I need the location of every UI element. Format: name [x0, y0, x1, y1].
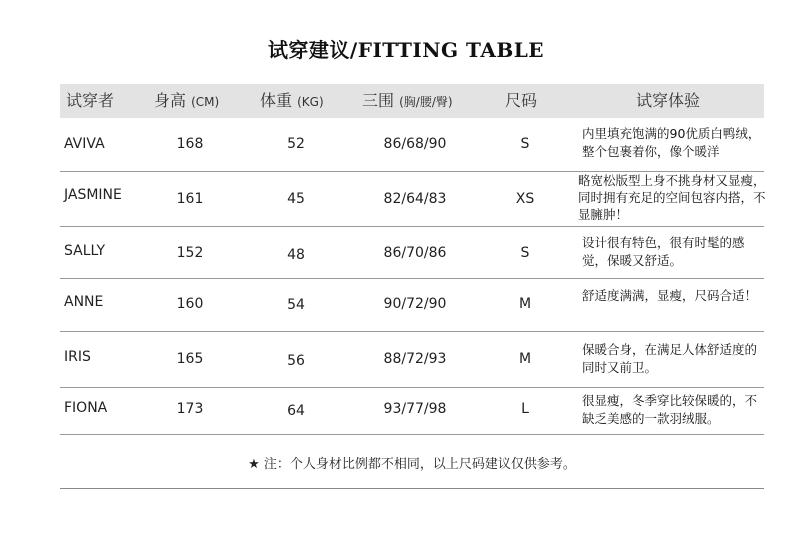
cell-measure: 82/64/83: [383, 191, 447, 207]
cell-size: S: [520, 245, 530, 261]
cell-height: 160: [176, 296, 204, 312]
table-row: [60, 387, 764, 435]
cell-height: 168: [176, 136, 204, 152]
cell-height: 165: [176, 351, 204, 367]
table-row: [60, 226, 764, 279]
table-header: [60, 84, 764, 118]
table-row: [60, 278, 764, 332]
cell-height: 173: [176, 401, 204, 417]
table-row: [60, 171, 764, 227]
cell-name: IRIS: [64, 349, 91, 365]
header-weight-unit: (KG): [297, 95, 324, 109]
header-height-unit: (CM): [191, 95, 220, 109]
cell-size: L: [521, 401, 529, 417]
cell-size: XS: [515, 191, 535, 207]
cell-measure: 93/77/98: [383, 401, 447, 417]
cell-experience: 略宽松版型上身不挑身材又显瘦，同时拥有充足的空间包容内搭，不显臃肿！: [578, 173, 766, 222]
cell-experience: 舒适度满满，显瘦，尺码合适！: [582, 288, 758, 303]
header-name: 试穿者: [66, 91, 115, 110]
table-row: [60, 331, 764, 388]
header-weight-label: 体重: [260, 91, 293, 110]
cell-weight: 54: [287, 297, 305, 313]
header-measure: [362, 84, 453, 118]
cell-weight: 64: [287, 403, 305, 419]
header-size: 尺码: [505, 91, 538, 110]
header-height-label: 身高: [154, 91, 187, 110]
cell-weight: 56: [287, 353, 305, 369]
cell-name: SALLY: [64, 243, 106, 259]
cell-name: FIONA: [64, 400, 108, 416]
header-measure-label: 三围: [362, 91, 395, 110]
footnote: ★ 注：个人身材比例都不相同，以上尺码建议仅供参考。: [248, 457, 576, 472]
cell-height: 161: [176, 191, 204, 207]
cell-name: JASMINE: [64, 187, 122, 203]
page-title: 试穿建议/FITTING TABLE: [267, 38, 545, 62]
cell-size: M: [518, 296, 532, 312]
cell-measure: 86/70/86: [383, 245, 447, 261]
cell-experience: 很显瘦，冬季穿比较保暖的，不缺乏美感的一款羽绒服。: [582, 393, 758, 426]
cell-experience: 保暖合身，在满足人体舒适度的同时又前卫。: [582, 342, 758, 375]
cell-experience: 设计很有特色，很有时髦的感觉，保暖又舒适。: [582, 235, 745, 268]
cell-weight: 45: [287, 191, 305, 207]
cell-name: AVIVA: [64, 136, 105, 152]
fitting-table: [60, 84, 766, 426]
table-row: [60, 118, 764, 172]
cell-height: 152: [176, 245, 204, 261]
cell-measure: 90/72/90: [383, 296, 447, 312]
bottom-divider: [60, 488, 764, 489]
cell-measure: 88/72/93: [383, 351, 447, 367]
cell-weight: 48: [287, 247, 305, 263]
cell-name: ANNE: [64, 294, 104, 310]
header-experience: 试穿体验: [636, 91, 701, 110]
cell-measure: 86/68/90: [383, 136, 447, 152]
cell-size: S: [520, 136, 530, 152]
cell-weight: 52: [287, 136, 305, 152]
cell-size: M: [518, 351, 532, 367]
cell-experience: 内里填充饱满的90优质白鸭绒，整个包裹着你，像个暖洋: [582, 126, 761, 159]
header-height: [154, 84, 219, 118]
header-weight: [260, 84, 324, 118]
header-measure-unit: (胸/腰/臀): [399, 95, 453, 109]
